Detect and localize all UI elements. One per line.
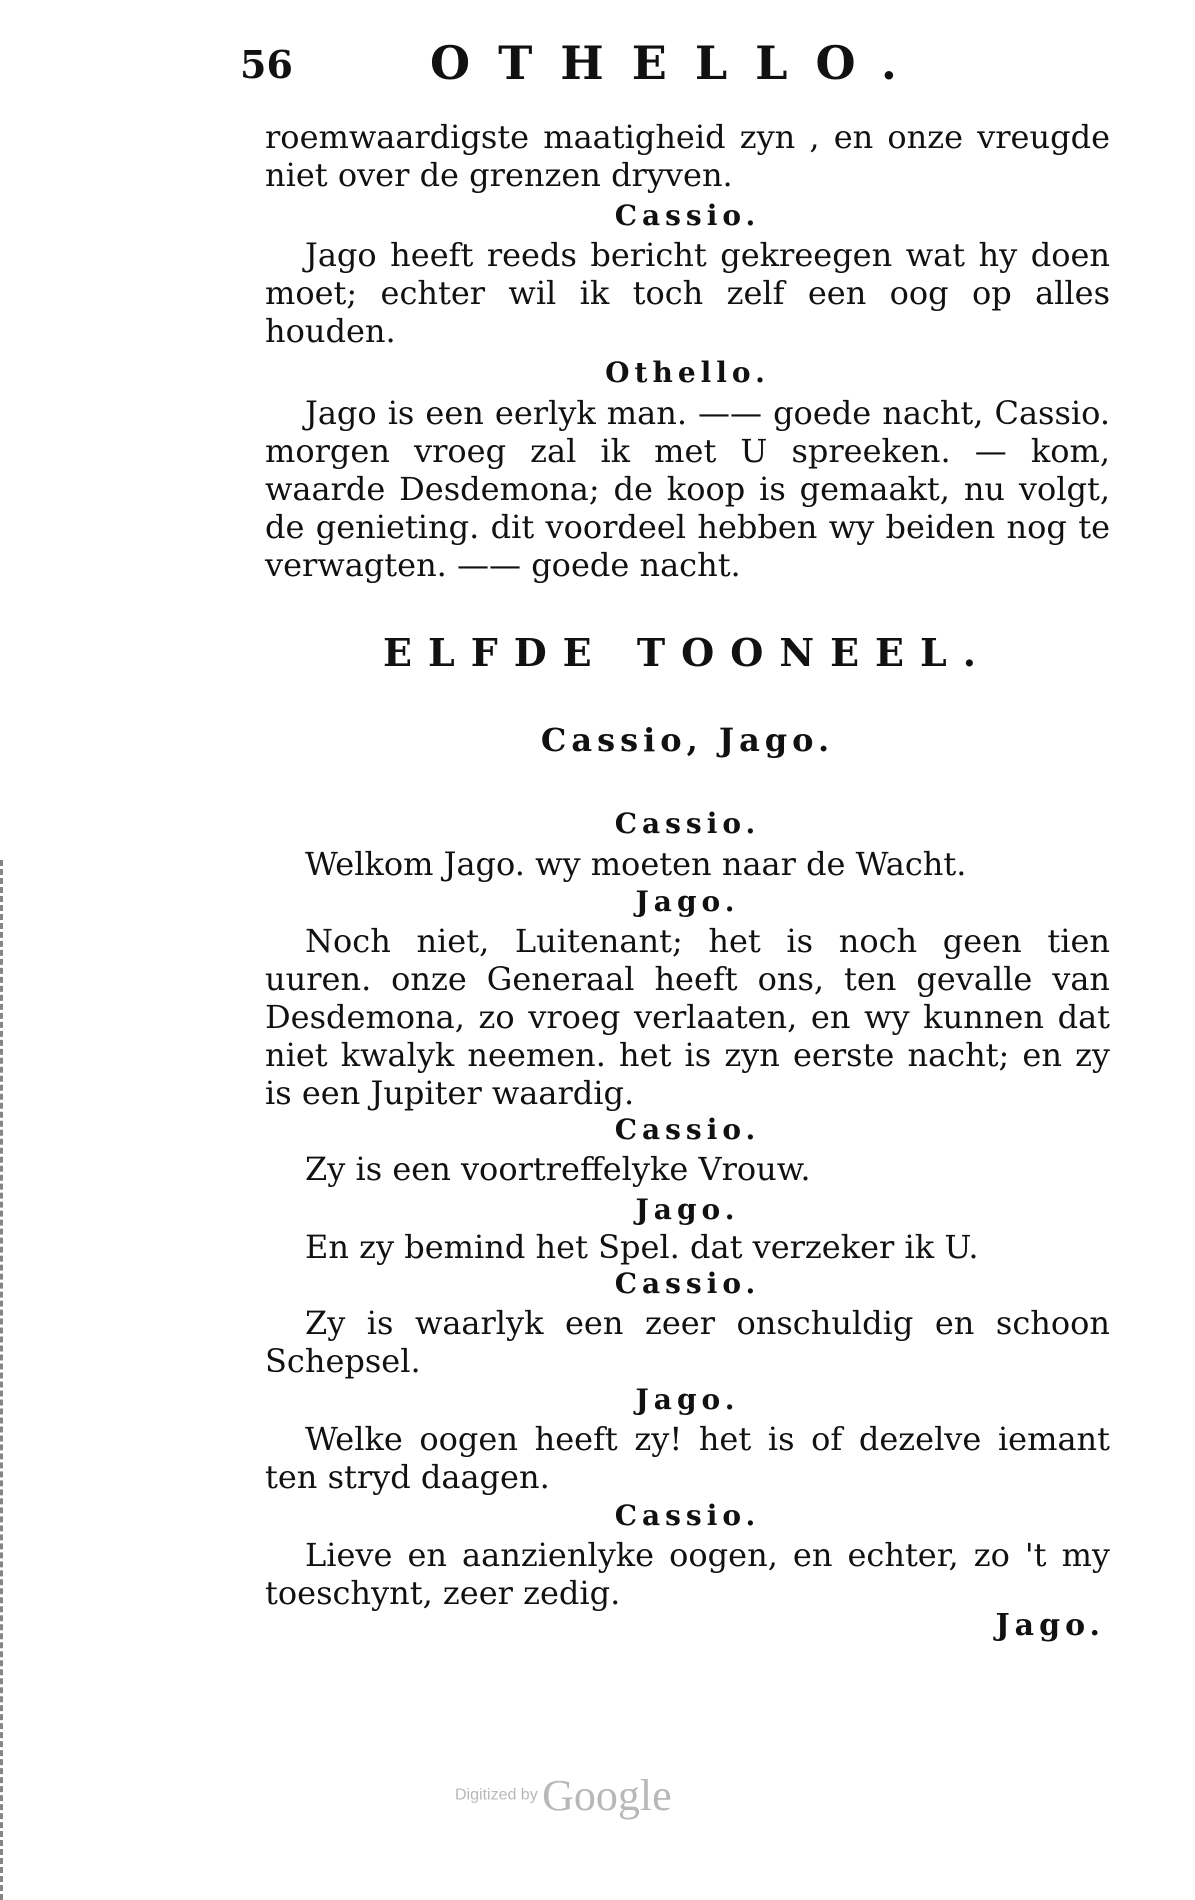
speaker-othello: Othello. (605, 356, 770, 389)
continued-speech: roemwaardigste maatigheid zyn , en onze vreugde niet over de grenzen dryven. (265, 118, 1110, 194)
page-edge-marks (0, 860, 9, 1900)
google-logo: Google (542, 1771, 672, 1820)
speaker-jago: Jago. (635, 1383, 740, 1416)
speech-text: Jago is een eerlyk man. —— goede nacht, Cassio. morgen vroeg zal ik met U spreeken. — kom, waarde Desdemona; de koop is gemaakt, nu volgt, de genieting. dit voordeel hebben wy beiden nog te verwagten. —— goede nacht. (265, 394, 1110, 584)
catchword: Jago. (995, 1608, 1105, 1643)
running-title: OTHELLO. (430, 36, 925, 90)
speech-text: Noch niet, Luitenant; het is noch geen tien uuren. onze Generaal heeft ons, ten gevalle van Desdemona, zo vroeg verlaaten, en wy kunnen dat niet kwalyk neemen. het is zyn eerste nacht; en zy is een Jupiter waardig. (265, 922, 1110, 1112)
speaker-jago: Jago. (635, 885, 740, 918)
speaker-cassio: Cassio. (614, 199, 761, 232)
watermark-prefix: Digitized by (455, 1786, 538, 1804)
speaker-jago: Jago. (635, 1193, 740, 1226)
speech-text: Zy is een voortreffelyke Vrouw. (305, 1150, 811, 1188)
digitization-watermark (455, 1770, 672, 1821)
speech-text: Welke oogen heeft zy! het is of dezelve iemant ten stryd daagen. (265, 1420, 1110, 1496)
scene-heading: ELFDE TOONEEL. (383, 630, 992, 675)
speaker-cassio: Cassio. (614, 1267, 761, 1300)
scene-characters: Cassio, Jago. (540, 721, 835, 759)
speech-text: Jago heeft reeds bericht gekreegen wat hy doen moet; echter wil ik toch zelf een oog op alles houden. (265, 236, 1110, 350)
speaker-cassio: Cassio. (614, 1499, 761, 1532)
speech-text: Lieve en aanzienlyke oogen, en echter, zo 't my toeschynt, zeer zedig. (265, 1536, 1110, 1612)
speech-text: En zy bemind het Spel. dat verzeker ik U. (305, 1228, 979, 1266)
page-number: 56 (240, 42, 293, 87)
speech-text: Welkom Jago. wy moeten naar de Wacht. (305, 845, 967, 883)
speech-text: Zy is waarlyk een zeer onschuldig en schoon Schepsel. (265, 1304, 1110, 1380)
page-header (240, 30, 940, 90)
speaker-cassio: Cassio. (614, 807, 761, 840)
speaker-cassio: Cassio. (614, 1113, 761, 1146)
